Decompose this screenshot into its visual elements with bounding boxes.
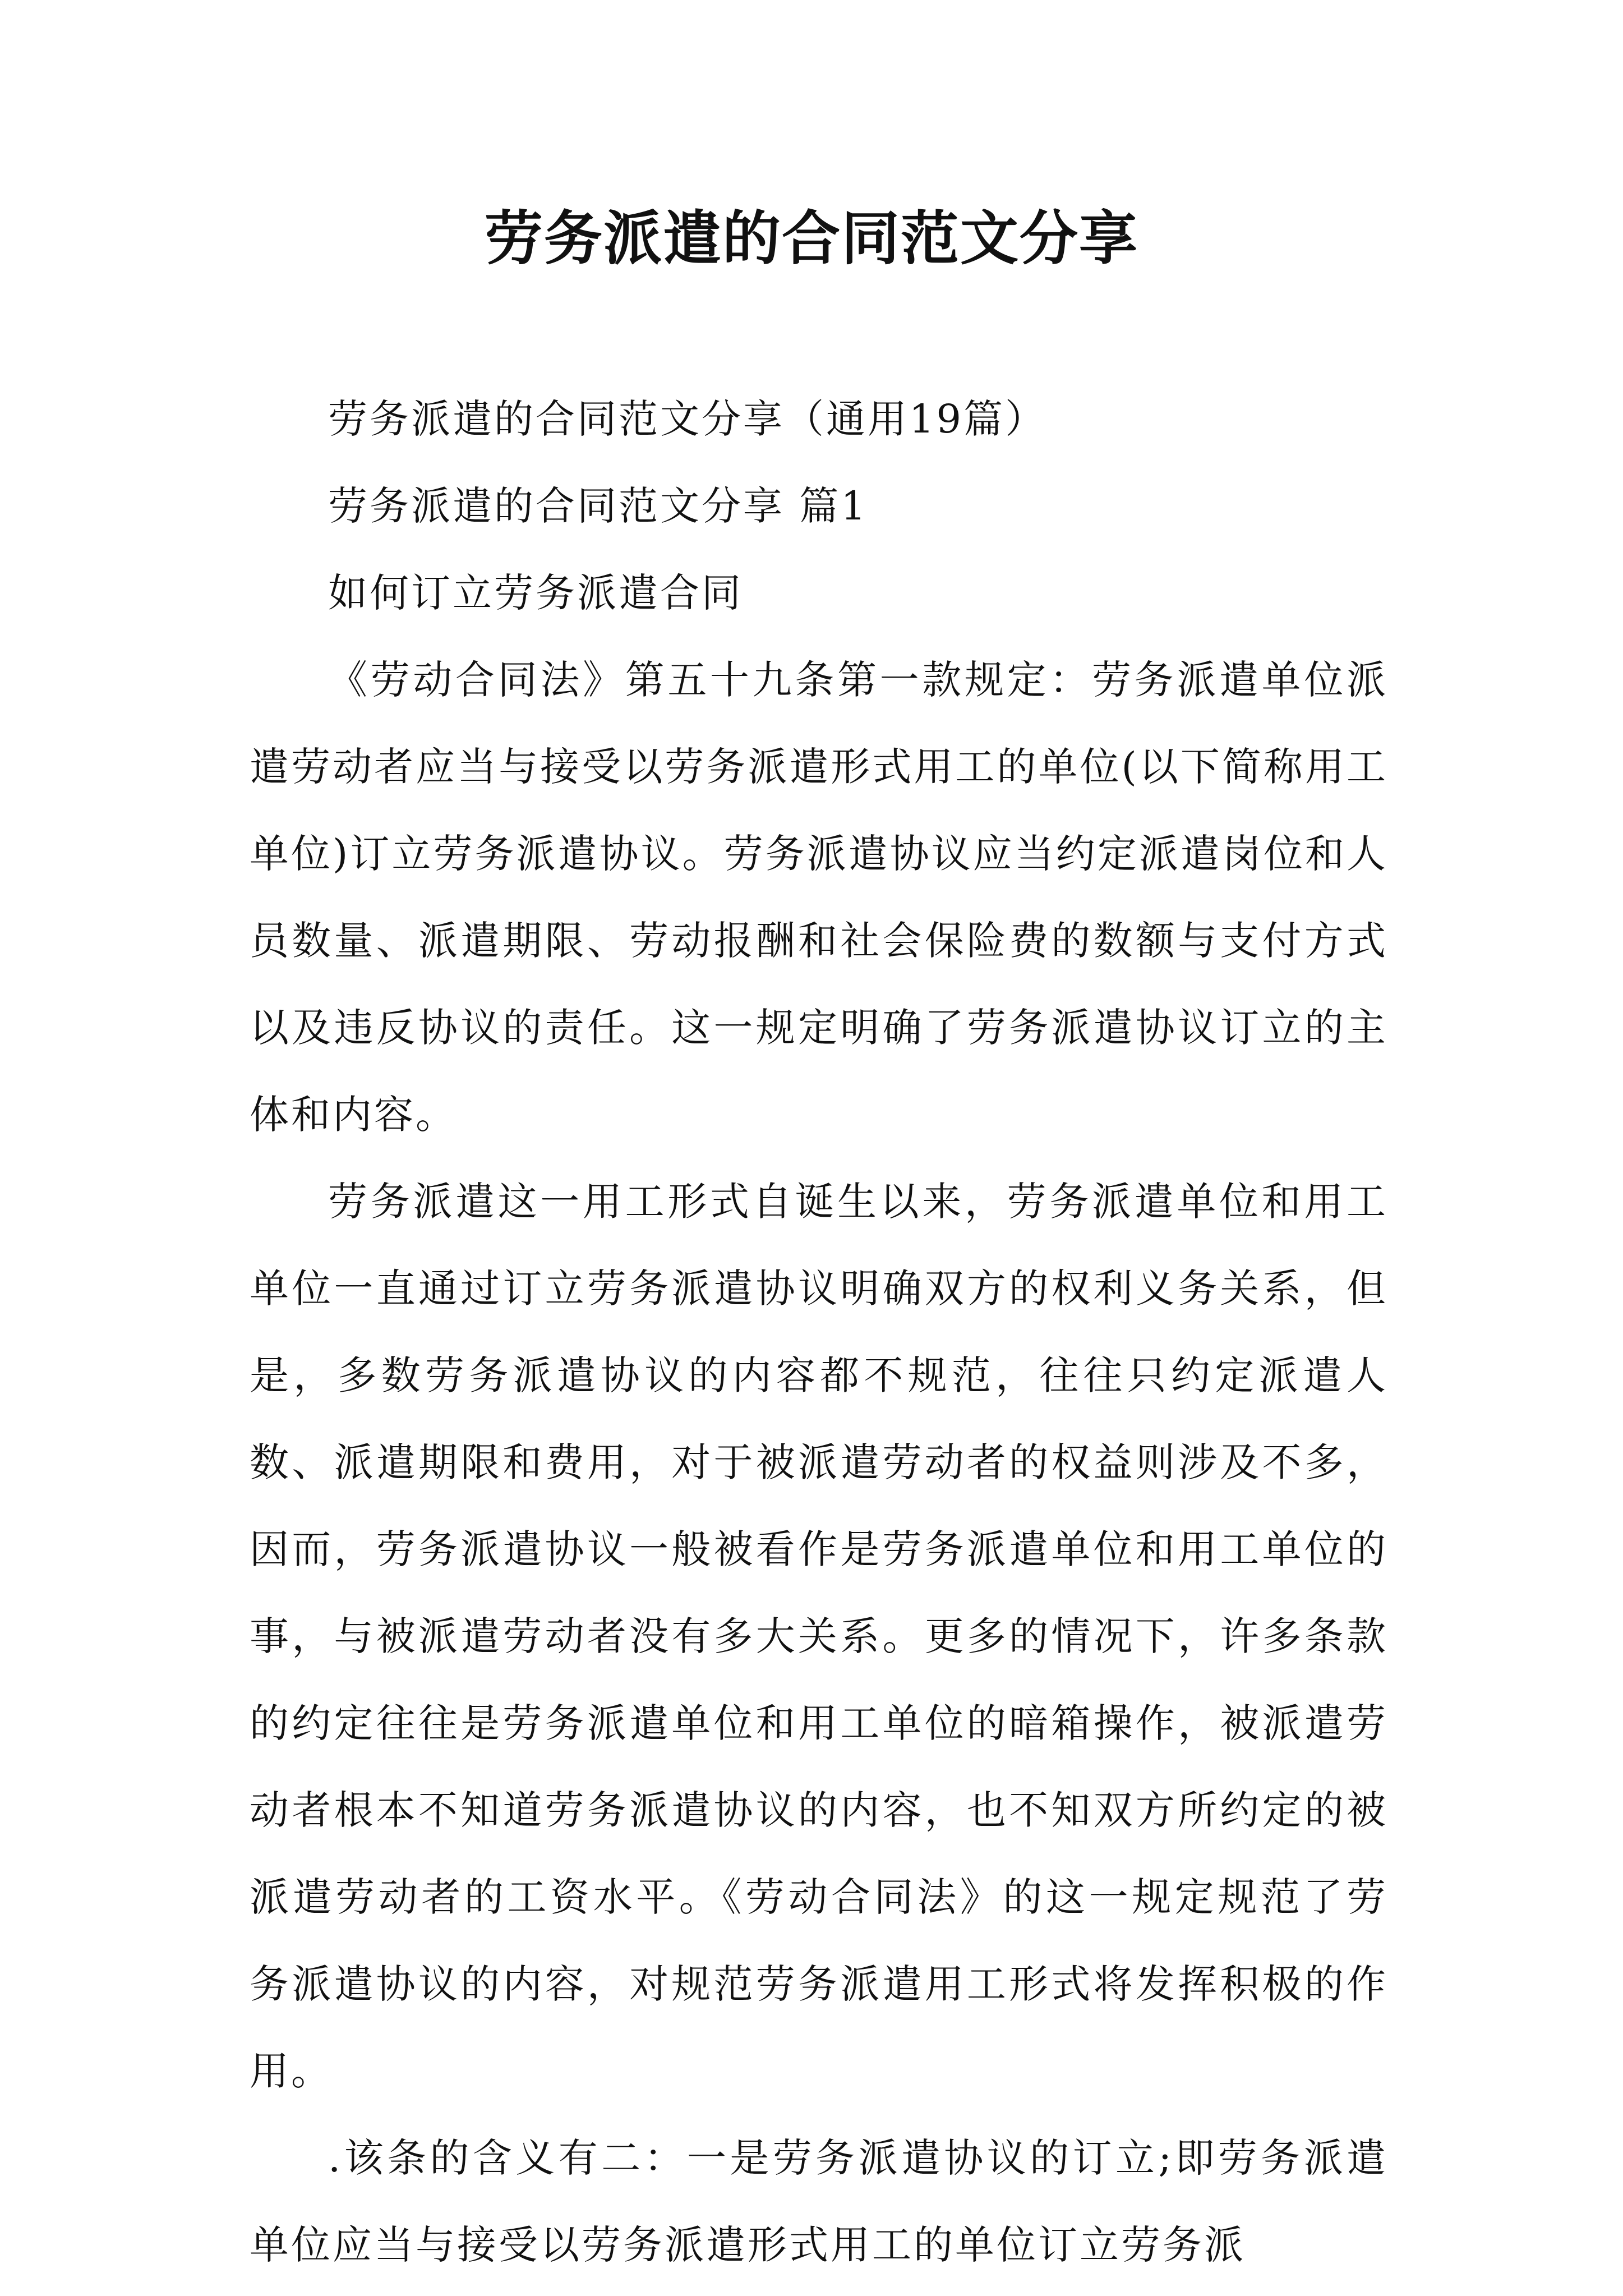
document-title: 劳务派遣的合同范文分享 [484,204,1138,273]
document-body [250,376,1388,2289]
body-paragraph: 《劳动合同法》第五十九条第一款规定：劳务派遣单位派遣劳动者应当与接受以劳务派遣形式用工的单位(以下简称用工单位)订立劳务派遣协议。劳务派遣协议应当约定派遣岗位和人员数量、派遣期限、劳动报酬和社会保险费的数额与支付方式以及违反协议的责任。这一规定明确了劳务派遣协议订立的主体和内容。 [250,657,1388,1138]
subtitle-paragraph: 劳务派遣的合同范文分享（通用19篇） [328,396,1047,442]
topic-heading: 如何订立劳务派遣合同 [328,570,743,616]
section-heading: 劳务派遣的合同范文分享 篇1 [328,483,868,529]
body-paragraph: .该条的含义有二：一是劳务派遣协议的订立;即劳务派遣单位应当与接受以劳务派遣形式用工的单位订立劳务派 [250,2135,1388,2268]
body-paragraph: 劳务派遣这一用工形式自诞生以来，劳务派遣单位和用工单位一直通过订立劳务派遣协议明确双方的权利义务关系，但是，多数劳务派遣协议的内容都不规范，往往只约定派遣人数、派遣期限和费用，对于被派遣劳动者的权益则涉及不多，因而，劳务派遣协议一般被看作是劳务派遣单位和用工单位的事，与被派遣劳动者没有多大关系。更多的情况下，许多条款的约定往往是劳务派遣单位和用工单位的暗箱操作，被派遣劳动者根本不知道劳务派遣协议的内容，也不知双方所约定的被派遣劳动者的工资水平。《劳动合同法》的这一规定规范了劳务派遣协议的内容，对规范劳务派遣用工形式将发挥积极的作用。 [250,1179,1388,2094]
